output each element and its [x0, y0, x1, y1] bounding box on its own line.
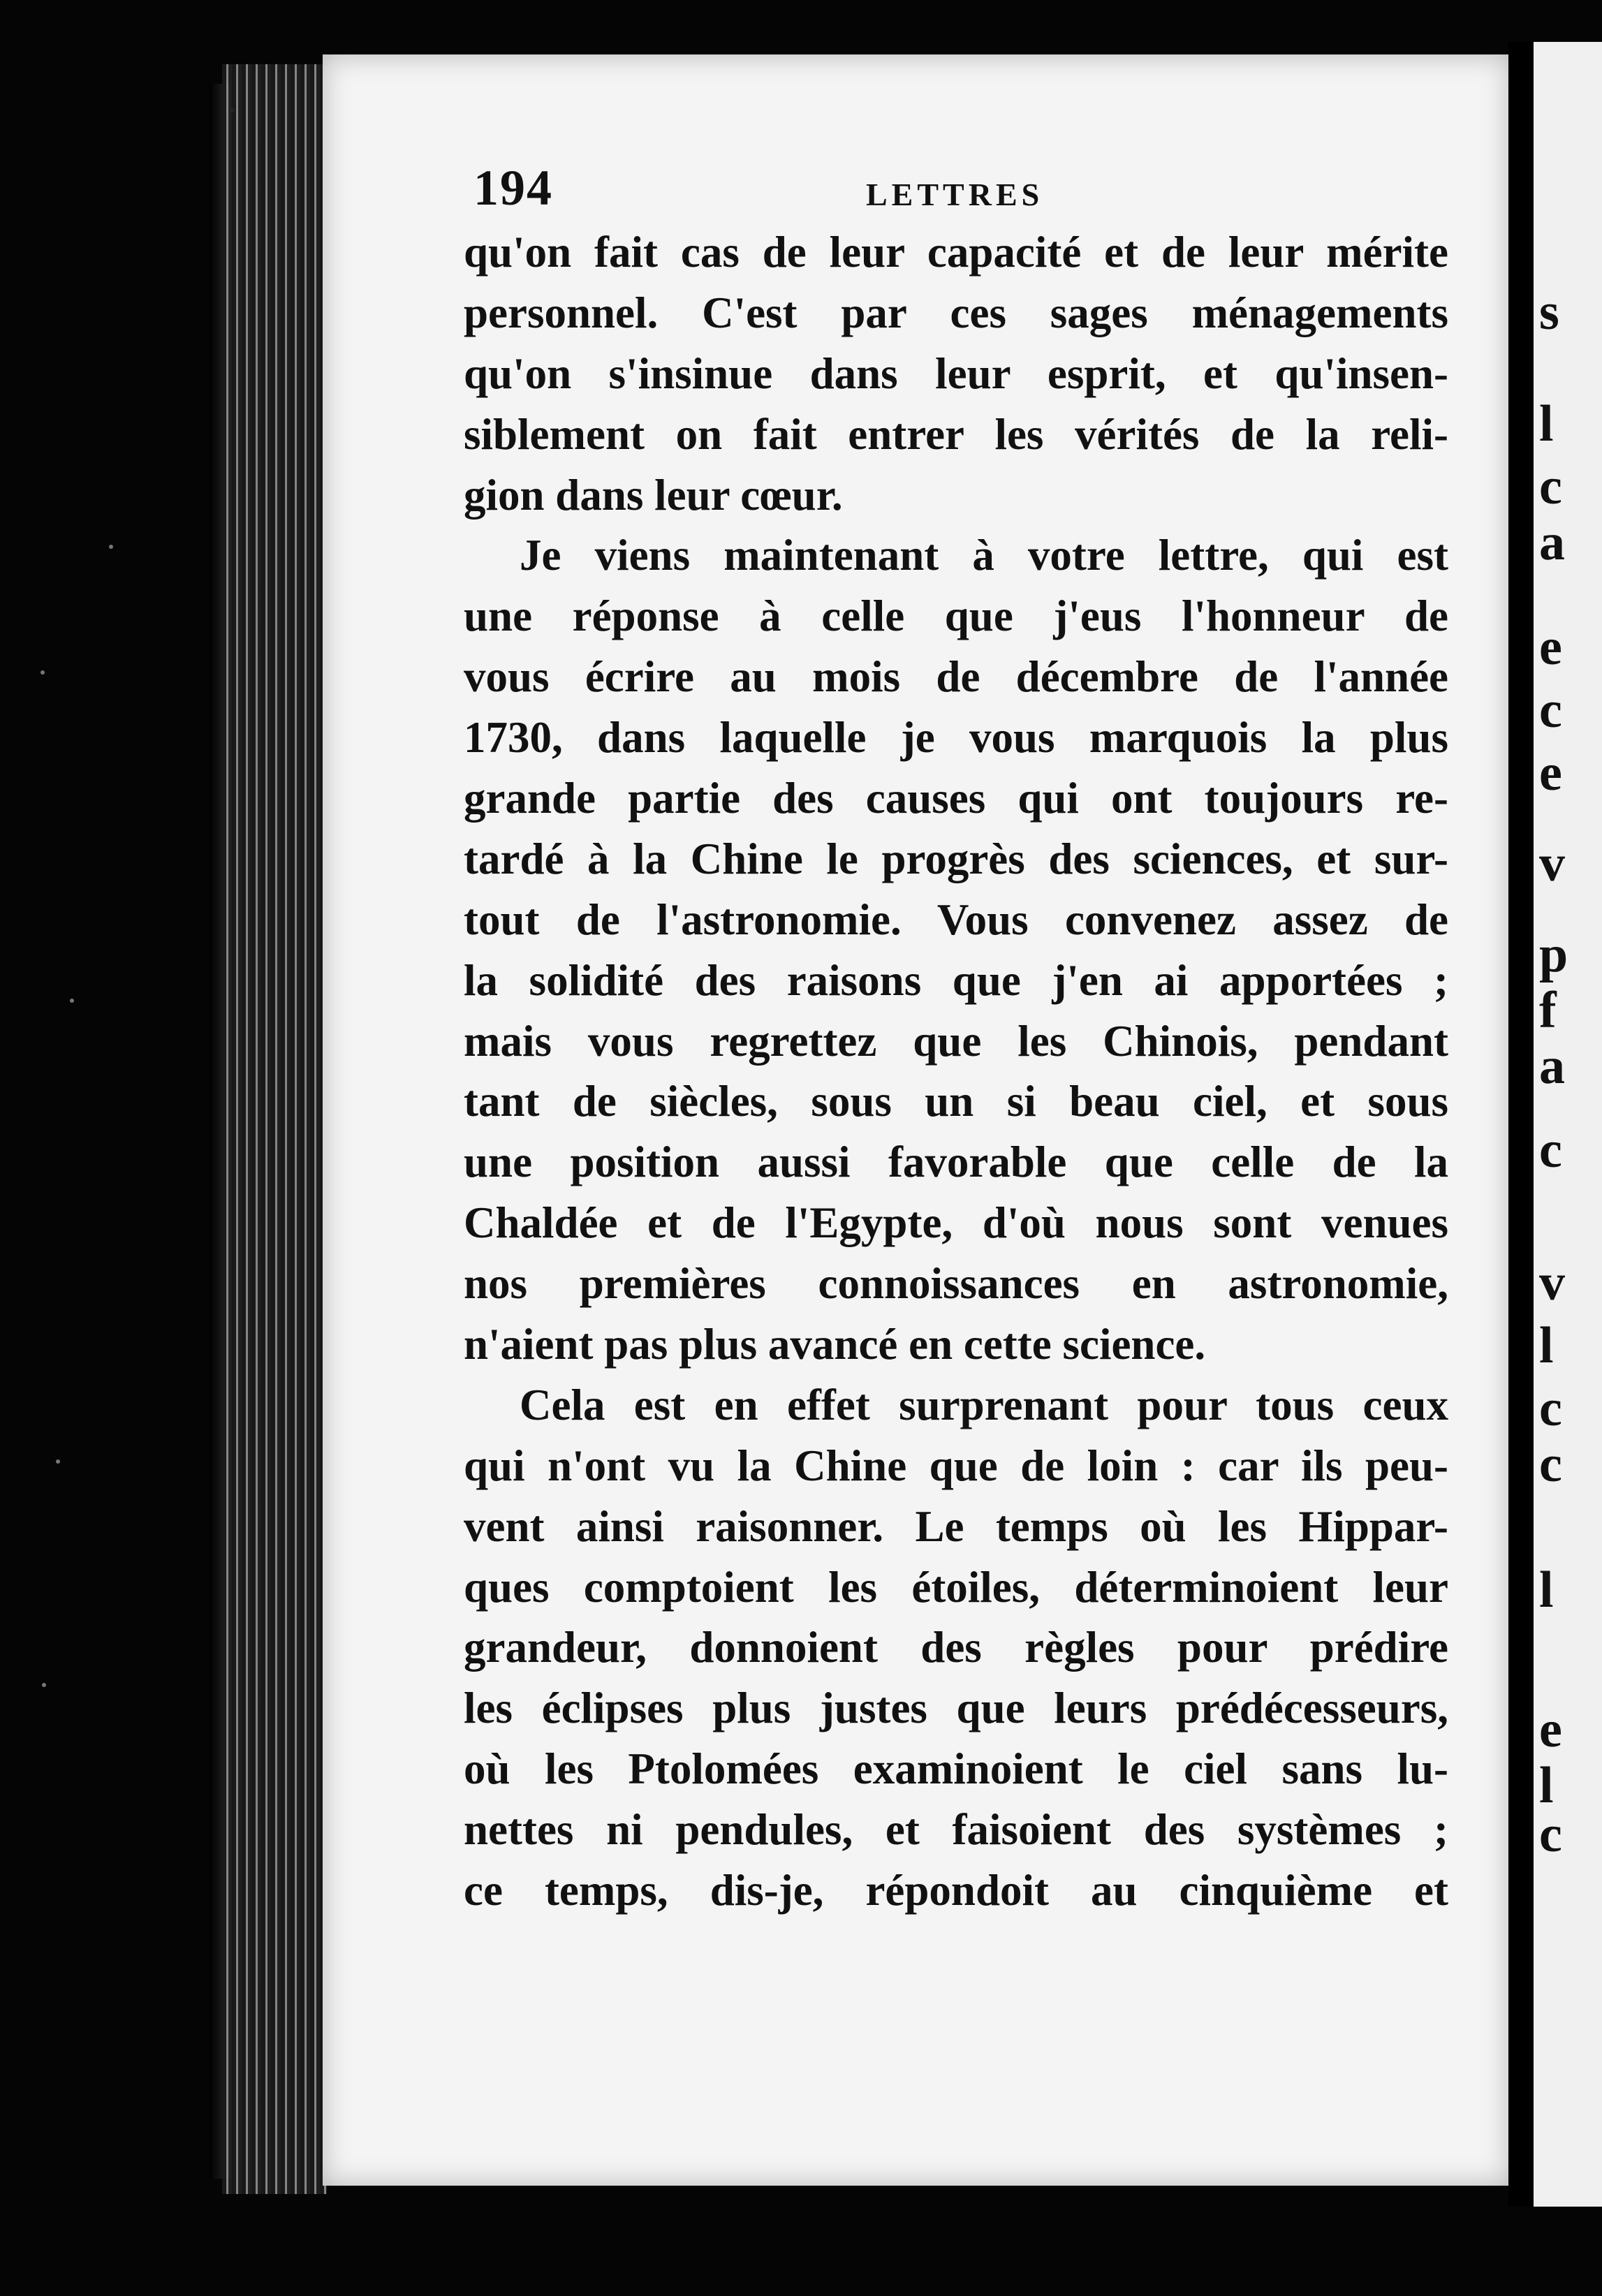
- text-line: 1730, dans laquelle je vous marquois la plus: [464, 713, 1448, 763]
- text-line: tardé à la Chine le progrès des sciences, et sur-: [464, 834, 1448, 883]
- running-head: LETTRES: [866, 177, 1044, 212]
- dust-speck: [70, 999, 74, 1003]
- facing-page-fragment: e: [1539, 1701, 1562, 1758]
- text-line: Cela est en effet surprenant pour tous ceux: [520, 1380, 1448, 1429]
- facing-page-fragment: a: [1539, 1038, 1565, 1095]
- page-number: 194: [473, 160, 553, 216]
- text-line: qui n'ont vu la Chine que de loin : car ils peu-: [464, 1441, 1448, 1490]
- facing-page-fragment: p: [1539, 926, 1568, 983]
- facing-page-fragment: l: [1539, 1561, 1554, 1619]
- text-line: Je viens maintenant à votre lettre, qui est: [520, 531, 1448, 580]
- facing-page-fragment: v: [1539, 835, 1565, 892]
- facing-page-fragment: l: [1539, 395, 1554, 452]
- text-line: qu'on s'insinue dans leur esprit, et qu'insen-: [464, 348, 1448, 398]
- text-line: mais vous regrettez que les Chinois, pendant: [464, 1016, 1448, 1066]
- facing-page-fragment: c: [1539, 1380, 1562, 1437]
- facing-page: [1534, 42, 1602, 2207]
- text-line: nettes ni pendules, et faisoient des systèmes ;: [464, 1805, 1448, 1855]
- text-line: Chaldée et de l'Egypte, d'où nous sont venues: [464, 1198, 1448, 1248]
- body-text: [464, 222, 1448, 1921]
- facing-page-fragment: c: [1539, 1436, 1562, 1493]
- text-line: où les Ptolomées examinoient le ciel sans lu-: [464, 1744, 1448, 1794]
- facing-page-fragment: l: [1539, 1757, 1554, 1814]
- facing-page-fragment: c: [1539, 1121, 1562, 1179]
- text-line: ques comptoient les étoiles, déterminoient leur: [464, 1562, 1448, 1612]
- text-line: tout de l'astronomie. Vous convenez assez de: [464, 895, 1448, 944]
- facing-page-fragment: e: [1539, 744, 1562, 802]
- facing-page-fragment: s: [1539, 284, 1559, 341]
- text-line: une réponse à celle que j'eus l'honneur de: [464, 591, 1448, 641]
- text-line: gion dans leur cœur.: [464, 470, 843, 520]
- facing-page-fragment: e: [1539, 619, 1562, 676]
- text-line: grandeur, donnoient des règles pour prédire: [464, 1623, 1448, 1672]
- facing-page-fragment: c: [1539, 682, 1562, 739]
- dust-speck: [41, 670, 45, 675]
- dust-speck: [42, 1683, 46, 1687]
- text-line: ce temps, dis-je, répondoit au cinquième et: [464, 1866, 1448, 1915]
- facing-page-fragment: f: [1539, 982, 1557, 1039]
- dust-speck: [109, 545, 113, 549]
- page-edges: [222, 64, 327, 2194]
- facing-page-fragment: c: [1539, 458, 1562, 515]
- text-line: nos premières connoissances en astronomie,: [464, 1259, 1448, 1309]
- text-line: grande partie des causes qui ont toujours re-: [464, 774, 1448, 823]
- text-line: vent ainsi raisonner. Le temps où les Hippar-: [464, 1501, 1448, 1551]
- facing-page-fragment: l: [1539, 1317, 1554, 1374]
- text-line: vous écrire au mois de décembre de l'année: [464, 652, 1448, 702]
- text-line: personnel. C'est par ces sages ménagements: [464, 288, 1448, 337]
- text-line: les éclipses plus justes que leurs prédécesseurs,: [464, 1684, 1448, 1733]
- gutter: [1508, 42, 1534, 2207]
- facing-page-fragment: c: [1539, 1806, 1562, 1863]
- text-line: qu'on fait cas de leur capacité et de leur mérite: [464, 228, 1448, 277]
- text-line: une position aussi favorable que celle de la: [464, 1138, 1448, 1187]
- text-line: siblement on fait entrer les vérités de la reli-: [464, 409, 1448, 459]
- text-line: tant de siècles, sous un si beau ciel, et sous: [464, 1077, 1448, 1126]
- facing-page-fragment: v: [1539, 1254, 1565, 1311]
- text-line: la solidité des raisons que j'en ai apportées ;: [464, 955, 1448, 1005]
- facing-page-fragment: a: [1539, 514, 1565, 571]
- dust-speck: [56, 1459, 60, 1464]
- text-line: n'aient pas plus avancé en cette science.: [464, 1320, 1206, 1369]
